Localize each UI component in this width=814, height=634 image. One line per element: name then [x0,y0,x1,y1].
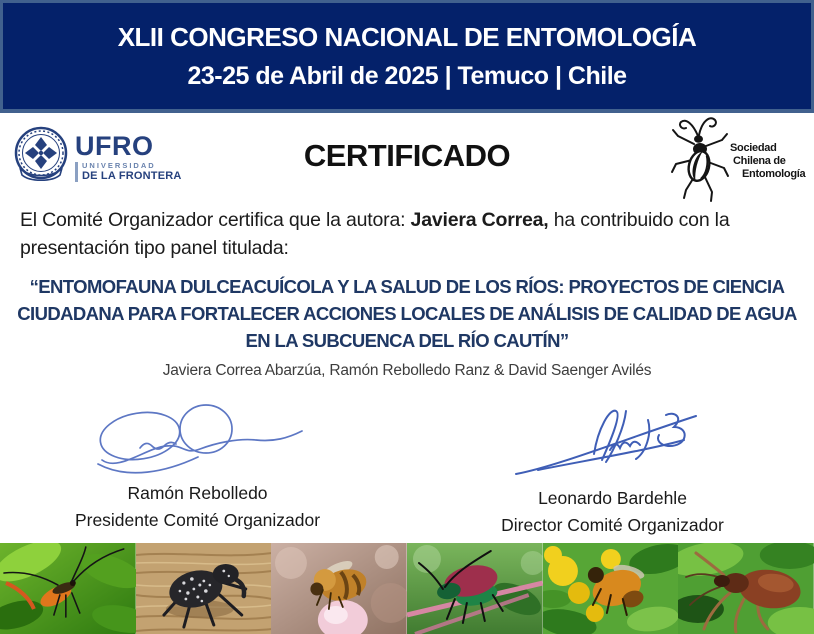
signer-left [40,480,355,533]
signature-right-icon [498,402,728,485]
signature-left-icon [88,398,318,487]
certificate-heading: CERTIFICADO [303,138,511,173]
certification-statement [20,207,798,262]
sce-line3: Entomología [742,168,806,180]
panel-title-line3: EN LA SUBCUENCA DEL RÍO CAUTÍN” [245,330,569,351]
panel-title-line1: “ENTOMOFAUNA DULCEACUÍCOLA Y LA SALUD DE LOS RÍOS: PROYECTOS DE CIENCIA [29,276,785,297]
photo-black-speckled-weevil-on-wood [136,543,272,634]
signer-right-role: Director Comité Organizador [501,514,724,535]
photo-long-horned-insect-on-green-leaves [0,543,136,634]
recipient-name: Javiera Correa, [410,209,549,231]
congress-banner [0,0,814,113]
congress-title: XLII CONGRESO NACIONAL DE ENTOMOLOGÍA [117,21,697,52]
sce-wordmark [730,142,805,181]
statement-after-name: ha contribuido con la presentación tipo panel titulada: [20,209,730,259]
sce-line2: Chilena de [733,155,786,167]
photo-orange-bumblebee-on-yellow-flowers [543,543,679,634]
panel-title [0,273,814,354]
photo-brown-stag-beetle-on-green-leaves [678,543,814,634]
sce-line1: Sociedad [730,142,777,154]
ufro-universidad-label: UNIVERSIDAD [82,160,156,170]
sce-logo [668,112,805,211]
panel-title-line2: CIUDADANA PARA FORTALECER ACCIONES LOCALES DE ANÁLISIS DE CALIDAD DE AGUA [17,303,797,324]
signer-left-role: Presidente Comité Organizador [74,509,321,530]
signer-left-name: Ramón Rebolledo [127,483,268,503]
authors-line: Javiera Correa Abarzúa, Ramón Rebolledo Ranz & David Saenger Avilés [162,362,652,379]
photo-green-and-crimson-beetle-on-pink-stem [407,543,543,634]
statement-before-name: El Comité Organizador certifica que la autora: [20,209,411,231]
photo-honeybee-on-pink-flower-bud [271,543,407,634]
ufro-frontera-label: DE LA FRONTERA [82,170,182,183]
congress-date-location: 23-25 de Abril de 2025 | Temuco | Chile [187,61,627,90]
beetle-icon [668,112,730,211]
ufro-acronym: UFRO [75,130,154,161]
insect-photo-strip [0,543,814,634]
signer-right-name: Leonardo Bardehle [538,488,687,508]
signer-right [455,485,770,538]
